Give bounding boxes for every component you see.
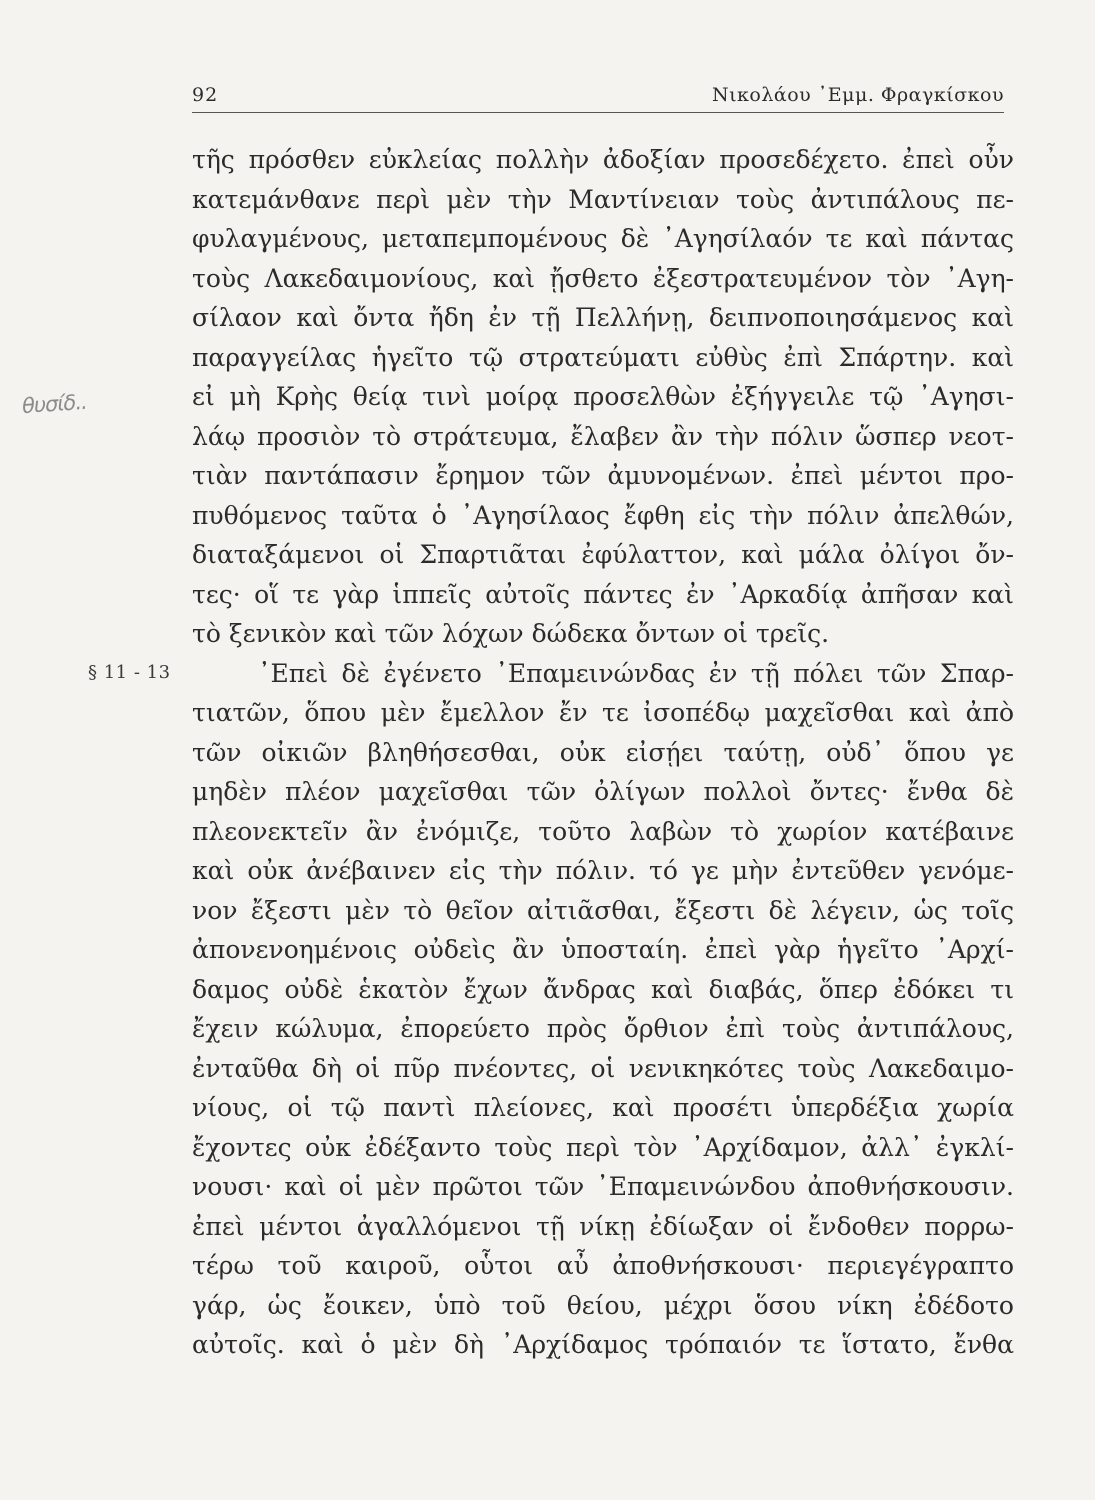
text-line: παραγγείλας ἡγεῖτο τῷ στρατεύματι εὐθὺς ἐπὶ Σπάρτην. καὶ	[192, 342, 1014, 372]
text-line: ἔχοντες οὐκ ἐδέξαντο τοὺς περὶ τὸν ᾿Αρχίδαμον, ἀλλ᾿ ἐγκλί-	[192, 1132, 1014, 1162]
text-line: πλεονεκτεῖν ἂν ἐνόμιζε, τοῦτο λαβὼν τὸ χωρίον κατέβαινε	[192, 816, 1014, 846]
text-line: τες· οἵ τε γὰρ ἱππεῖς αὐτοῖς πάντες ἐν ᾿Αρκαδίᾳ ἀπῆσαν καὶ	[192, 579, 1014, 609]
paragraph-start-line: ᾿Επεὶ δὲ ἐγένετο ᾿Επαμεινώνδας ἐν τῇ πόλει τῶν Σπαρ-	[258, 658, 1014, 688]
running-title: Νικολάου ᾿Εμμ. Φραγκίσκου	[711, 84, 1004, 106]
text-line: τέρω τοῦ καιροῦ, οὗτοι αὖ ἀποθνήσκουσι· περιεγέγραπτο	[192, 1251, 1014, 1280]
text-line: ἐπεὶ μέντοι ἀγαλλόμενοι τῇ νίκῃ ἐδίωξαν οἱ ἔνδοθεν πορρω-	[192, 1211, 1014, 1241]
text-line: εἰ μὴ Κρὴς θείᾳ τινὶ μοίρᾳ προσελθὼν ἐξήγγειλε τῷ ᾿Αγησι-	[192, 382, 1014, 411]
text-line: καὶ οὐκ ἀνέβαινεν εἰς τὴν πόλιν. τό γε μὴν ἐντεῦθεν γενόμε-	[192, 856, 1014, 885]
text-line: νίους, οἱ τῷ παντὶ πλείονες, καὶ προσέτι ὑπερδέξια χωρία	[192, 1093, 1014, 1122]
text-line: διαταξάμενοι οἱ Σπαρτιᾶται ἐφύλαττον, καὶ μάλα ὀλίγοι ὄν-	[192, 540, 1014, 569]
text-line: τῶν οἰκιῶν βληθήσεσθαι, οὐκ εἰσῄει ταύτῃ, οὐδ᾿ ὅπου γε	[192, 737, 1014, 767]
text-line: μηδὲν πλέον μαχεῖσθαι τῶν ὀλίγων πολλοὶ ὄντες· ἔνθα δὲ	[192, 777, 1014, 806]
text-line: σίλαον καὶ ὄντα ἤδη ἐν τῇ Πελλήνῃ, δειπνοποιησάμενος καὶ	[192, 303, 1014, 332]
text-line: νουσι· καὶ οἱ μὲν πρῶτοι τῶν ᾿Επαμεινώνδου ἀποθνήσκουσιν.	[192, 1172, 1014, 1201]
text-line: ἔχειν κώλυμα, ἐπορεύετο πρὸς ὄρθιον ἐπὶ τοὺς ἀντιπάλους,	[192, 1014, 1014, 1043]
page-header	[192, 84, 1004, 113]
text-line: αὐτοῖς. καὶ ὁ μὲν δὴ ᾿Αρχίδαμος τρόπαιόν τε ἵστατο, ἔνθα	[192, 1330, 1014, 1359]
text-line: ἐνταῦθα δὴ οἱ πῦρ πνέοντες, οἱ νενικηκότες τοὺς Λακεδαιμο-	[192, 1053, 1014, 1083]
section-reference: § 11 - 13	[88, 662, 171, 683]
text-line: γάρ, ὡς ἔοικεν, ὑπὸ τοῦ θείου, μέχρι ὅσου νίκη ἐδέδοτο	[192, 1290, 1014, 1320]
text-line: κατεμάνθανε περὶ μὲν τὴν Μαντίνειαν τοὺς ἀντιπάλους πε-	[192, 184, 1014, 214]
text-line: τιὰν παντάπασιν ἔρημον τῶν ἀμυνομένων. ἐπεὶ μέντοι προ-	[192, 461, 1014, 490]
text-line: πυθόμενος ταῦτα ὁ ᾿Αγησίλαος ἔφθη εἰς τὴν πόλιν ἀπελθών,	[192, 500, 1014, 530]
text-line: λάῳ προσιὸν τὸ στράτευμα, ἔλαβεν ἂν τὴν πόλιν ὥσπερ νεοτ-	[192, 421, 1014, 451]
text-line: φυλαγμένους, μεταπεμπομένους δὲ ᾿Αγησίλαόν τε καὶ πάντας	[192, 224, 1014, 253]
text-line: τὸ ξενικὸν καὶ τῶν λόχων δώδεκα ὄντων οἱ τρεῖς.	[192, 619, 830, 648]
text-line: δαμος οὐδὲ ἑκατὸν ἔχων ἄνδρας καὶ διαβάς, ὅπερ ἐδόκει τι	[192, 974, 1014, 1004]
text-line: νον ἔξεστι μὲν τὸ θεῖον αἰτιᾶσθαι, ἔξεστι δὲ λέγειν, ὡς τοῖς	[192, 895, 1014, 925]
page-number: 92	[192, 84, 219, 106]
text-line: ἀπονενοημένοις οὐδεὶς ἂν ὑποσταίη. ἐπεὶ γὰρ ἡγεῖτο ᾿Αρχί-	[192, 935, 1014, 964]
text-line: τοὺς Λακεδαιμονίους, καὶ ᾔσθετο ἐξεστρατευμένον τὸν ᾿Αγη-	[192, 263, 1014, 293]
handwritten-margin-note: θυσίδ..	[21, 389, 88, 419]
text-line: τιατῶν, ὅπου μὲν ἔμελλον ἔν τε ἰσοπέδῳ μαχεῖσθαι καὶ ἀπὸ	[192, 698, 1014, 727]
text-line: τῆς πρόσθεν εὐκλείας πολλὴν ἀδοξίαν προσεδέχετο. ἐπεὶ οὖν	[192, 145, 1014, 174]
